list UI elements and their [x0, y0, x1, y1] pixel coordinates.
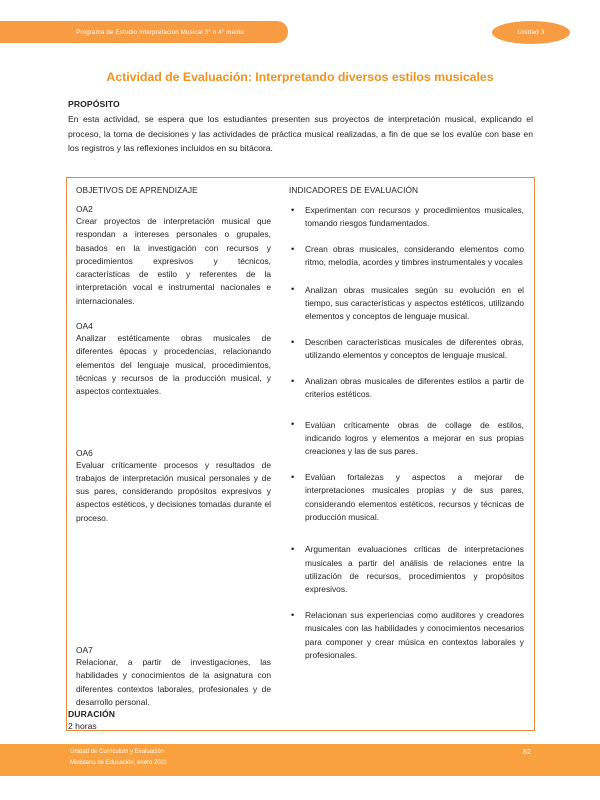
footer-bar	[0, 744, 600, 776]
proposito-text: En esta actividad, se espera que los estudiantes presenten sus proyectos de interpretación musical, explicando el proceso, la toma de decisiones y las actividades de práctica musical realizadas, a fin de que se los evalúe con base en los registros y las reflexiones incluidos en su bitácora.	[68, 114, 533, 154]
spacer	[76, 412, 271, 448]
objective-text: Relacionar, a partir de investigaciones, las habilidades y conocimientos de la asignatura con diferentes contextos laborales, profesionales y de desarrollo personal.	[76, 657, 271, 707]
objective-item-oa7	[76, 645, 271, 709]
objectives-column	[67, 178, 280, 730]
objective-code: OA4	[76, 321, 93, 332]
objective-item-oa6	[76, 448, 271, 525]
objective-code: OA7	[76, 645, 93, 656]
proposito-section	[68, 99, 533, 156]
list-item: • Describen características musicales de diferentes obras, utilizando elementos y conceptos de lenguaje musical.	[289, 336, 524, 363]
objective-text: Analizar estéticamente obras musicales de diferentes épocas y procedencias, relacionando elementos del lenguaje musical, procedimientos, técnicas y recursos de la producción musical, y aspectos contextuales.	[76, 333, 271, 397]
list-item: • Analizan obras musicales de diferentes estilos a partir de criterios estéticos.	[289, 375, 524, 402]
objective-text: Evaluar críticamente procesos y resultados de trabajos de interpretación musical personales y de sus pares, considerando propósitos expresivos y aspectos estéticos, y decisiones tomadas durante el proceso.	[76, 459, 271, 523]
indicators-column-header: INDICADORES DE EVALUACIÓN	[289, 185, 419, 195]
objectives-indicators-table	[66, 177, 535, 731]
unit-badge-label: Unidad 3	[517, 29, 545, 36]
objective-code: OA2	[76, 204, 93, 214]
proposito-heading: PROPÓSITO	[68, 99, 120, 109]
indicators-list	[289, 204, 524, 662]
list-item: • Crean obras musicales, considerando elementos como ritmo, melodía, acordes y timbres instrumentales y vocales	[289, 243, 524, 270]
duracion-section	[68, 709, 368, 731]
program-header-bar	[0, 21, 288, 43]
objective-code: OA6	[76, 447, 93, 458]
unit-badge	[492, 21, 570, 44]
program-header-label: Programa de Estudio Interpretación Musical 3° o 4° medio	[76, 28, 244, 36]
duracion-value: 2 horas	[68, 721, 97, 731]
objective-item-oa4	[76, 321, 271, 398]
page-title: Actividad de Evaluación: Interpretando diversos estilos musicales	[106, 70, 494, 84]
spacer	[76, 538, 271, 645]
objective-text: Crear proyectos de interpretación musical que respondan a intereses personales o grupales, basados en la investigación con recursos y procedimientos expresivos y técnicos, características de estilo y referentes de la interpretación vocal e instrumental nacionales e internacionales.	[76, 216, 271, 306]
footer-line-2: Ministerio de Educación, enero 2021	[70, 759, 168, 766]
list-item: • Argumentan evaluaciones críticas de interpretaciones musicales a partir del análisis de relaciones entre la utilización de recursos, procedimientos y propósitos expresivos.	[289, 543, 524, 596]
list-item: • Evalúan fortalezas y aspectos a mejorar de interpretaciones musicales propias y de sus pares, considerando elementos estéticos, recursos y técnicas de producción musical.	[289, 471, 524, 524]
footer-line-1: Unidad de Currículum y Evaluación	[70, 749, 165, 755]
indicators-column	[280, 178, 534, 730]
duracion-heading: DURACIÓN	[68, 709, 116, 719]
page-number: 82	[522, 747, 531, 756]
list-item: • Evalúan críticamente obras de collage de estilos, indicando logros y elementos a mejorar en sus propias creaciones y las de sus pares.	[289, 419, 524, 459]
footer-credits	[70, 747, 167, 768]
objective-item-oa2	[76, 204, 271, 308]
list-item: • Experimentan con recursos y procedimientos musicales, tomando riesgos fundamentados.	[289, 204, 524, 231]
list-item: • Relacionan sus experiencias como auditores y creadores musicales con las habilidades y conocimientos necesarios para componer y crear música en contextos laborales y profesionales.	[289, 609, 524, 662]
objectives-column-header: OBJETIVOS DE APRENDIZAJE	[76, 185, 198, 195]
list-item: • Analizan obras musicales según su evolución en el tiempo, sus características y aspectos estéticos, utilizando elementos y conceptos de lenguaje musical.	[289, 284, 524, 324]
